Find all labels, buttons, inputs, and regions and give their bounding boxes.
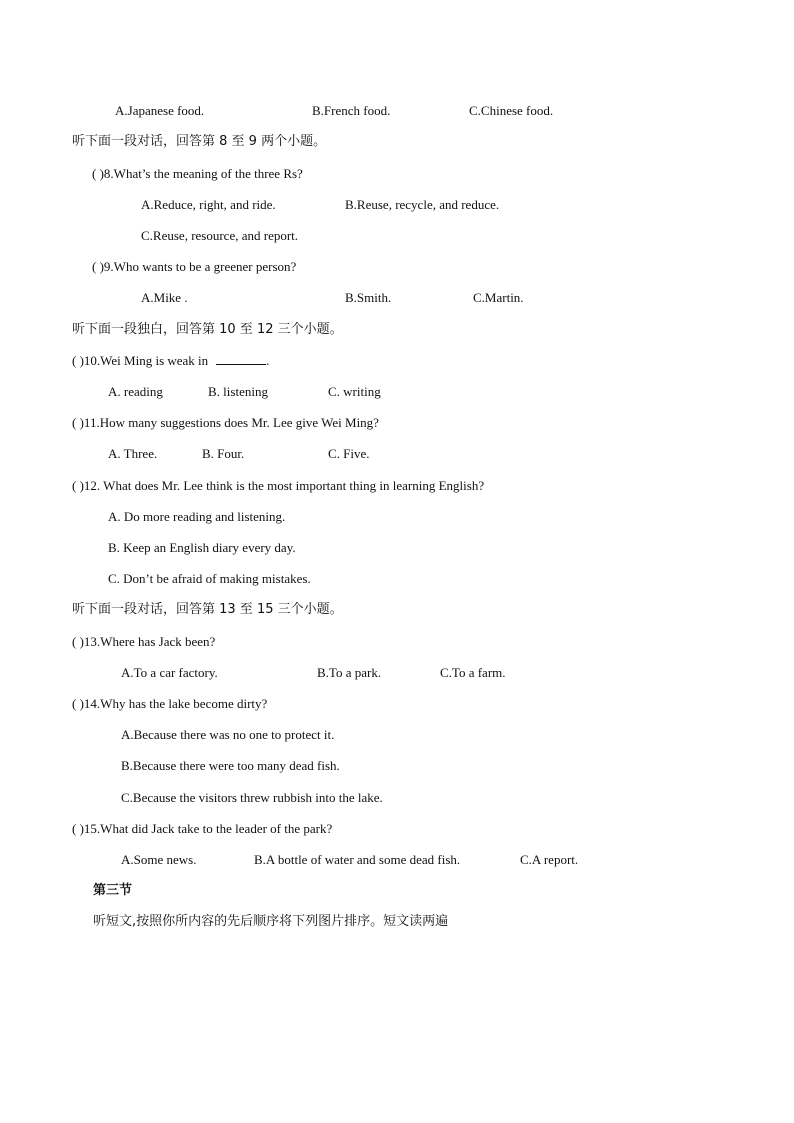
question-12-stem: 12. What does Mr. Lee think is the most important thing in learning English? [83, 478, 485, 493]
q12-option-c: C. Don’t be afraid of making mistakes. [108, 571, 311, 586]
section-heading-10-12: 听下面一段独白，回答第 10 至 12 三个小题。 [72, 322, 343, 337]
question-11-stem: 11.How many suggestions does Mr. Lee give Wei Ming? [83, 415, 379, 430]
q8-option-c: C.Reuse, resource, and report. [141, 228, 299, 243]
q9-option-b: B.Smith. [345, 290, 392, 305]
section-heading-13-15: 听下面一段对话，回答第 13 至 15 三个小题。 [72, 602, 343, 617]
q15-option-a: A.Some news. [121, 852, 197, 867]
answer-blank-15[interactable]: ( ) [72, 821, 84, 836]
question-14-stem: 14.Why has the lake become dirty? [83, 696, 268, 711]
answer-blank-11[interactable]: ( ) [72, 415, 84, 430]
q12-option-b: B. Keep an English diary every day. [108, 540, 296, 555]
answer-blank-14[interactable]: ( ) [72, 696, 84, 711]
question-13 [72, 634, 215, 650]
question-10: ( )10.Wei Ming is weak in . [72, 353, 270, 368]
q8-option-b: B.Reuse, recycle, and reduce. [345, 197, 500, 212]
part3-instruction: 听短文,按照你所内容的先后顺序将下列图片排序。短文读两遍 [93, 914, 449, 929]
answer-blank-10[interactable]: ( ) [72, 353, 84, 368]
part3-heading: 第三节 [93, 883, 133, 898]
q7-option-b: B.French food. [312, 103, 391, 118]
q14-option-c: C.Because the visitors threw rubbish into the lake. [121, 790, 383, 805]
question-15 [72, 821, 332, 837]
question-14 [72, 696, 267, 712]
question-10-stem: 10.Wei Ming is weak in [83, 353, 209, 368]
answer-blank-13[interactable]: ( ) [72, 634, 84, 649]
q9-option-a: A.Mike . [141, 290, 188, 305]
q10-option-b: B. listening [208, 384, 268, 399]
question-11 [72, 415, 379, 431]
q7-option-c: C.Chinese food. [469, 103, 554, 118]
q15-option-b: B.A bottle of water and some dead fish. [254, 852, 461, 867]
q7-option-a: A.Japanese food. [115, 103, 205, 118]
question-12 [72, 478, 484, 494]
section-heading-8-9: 听下面一段对话，回答第 8 至 9 两个小题。 [72, 134, 327, 149]
q15-option-c: C.A report. [520, 852, 579, 867]
q10-option-c: C. writing [328, 384, 381, 399]
q11-option-a: A. Three. [108, 446, 158, 461]
fill-in-blank-line[interactable] [216, 353, 266, 365]
q14-option-b: B.Because there were too many dead fish. [121, 758, 340, 773]
answer-blank-12[interactable]: ( ) [72, 478, 84, 493]
q10-option-a: A. reading [108, 384, 163, 399]
q13-option-a: A.To a car factory. [121, 665, 218, 680]
q9-option-c: C.Martin. [473, 290, 524, 305]
question-8-stem: 8.What’s the meaning of the three Rs? [103, 166, 303, 181]
q11-option-b: B. Four. [202, 446, 245, 461]
q13-option-b: B.To a park. [317, 665, 382, 680]
q12-option-a: A. Do more reading and listening. [108, 509, 286, 524]
answer-blank-8[interactable]: ( ) [92, 166, 104, 181]
question-13-stem: 13.Where has Jack been? [83, 634, 216, 649]
question-9-stem: 9.Who wants to be a greener person? [103, 259, 297, 274]
q13-option-c: C.To a farm. [440, 665, 506, 680]
q8-option-a: A.Reduce, right, and ride. [141, 197, 276, 212]
question-8 [92, 166, 303, 182]
q11-option-c: C. Five. [328, 446, 370, 461]
question-9 [92, 259, 296, 275]
q14-option-a: A.Because there was no one to protect it. [121, 727, 335, 742]
question-15-stem: 15.What did Jack take to the leader of the park? [83, 821, 333, 836]
answer-blank-9[interactable]: ( ) [92, 259, 104, 274]
